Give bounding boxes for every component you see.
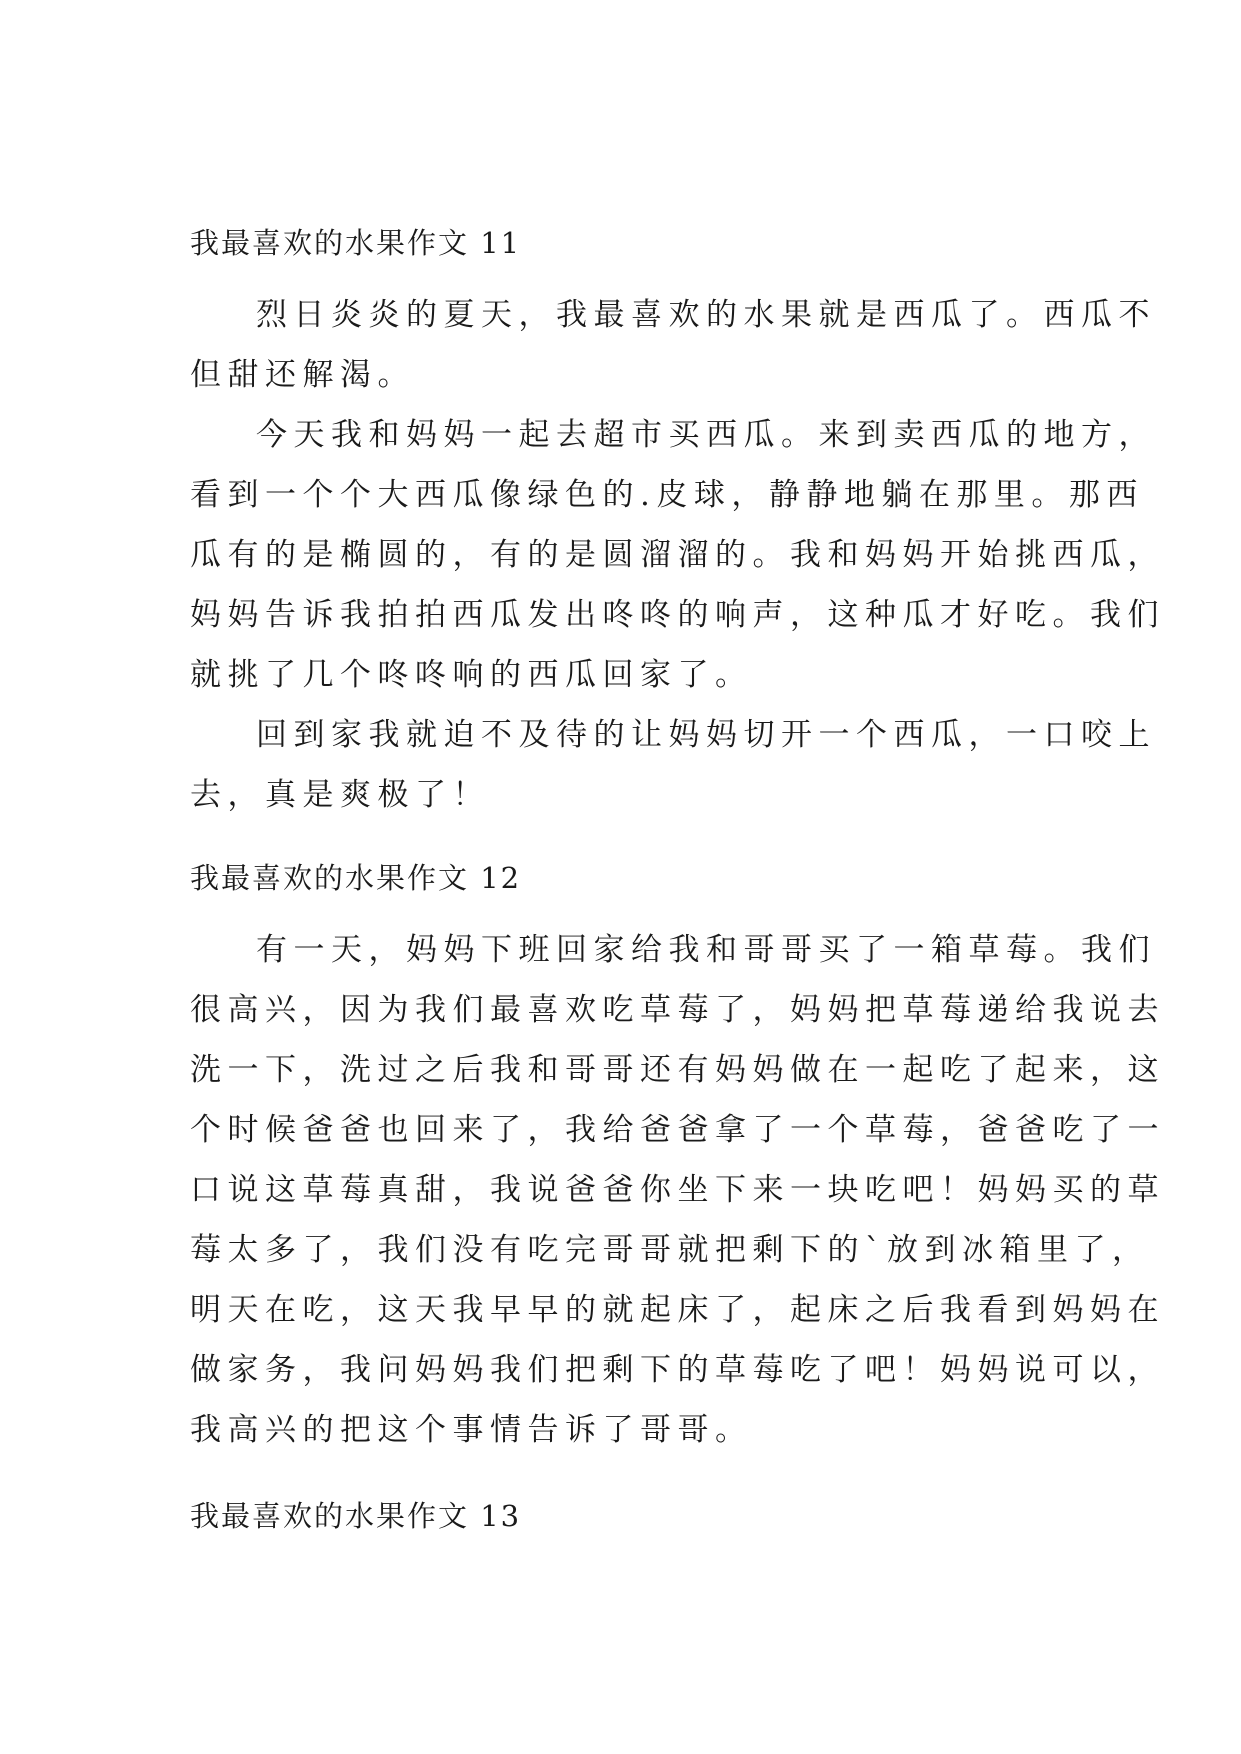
essay-12 <box>190 858 1165 1460</box>
paragraph <box>190 405 1165 705</box>
text-line: 看到一个个大西瓜像绿色的.皮球，静静地躺在那里。那西 <box>190 477 1144 513</box>
essay-title: 我最喜欢的水果作文 13 <box>190 1499 522 1533</box>
text-line: 个时候爸爸也回来了，我给爸爸拿了一个草莓，爸爸吃了一 <box>190 1112 1165 1148</box>
text-line: 做家务，我问妈妈我们把剩下的草莓吃了吧！妈妈说可以， <box>190 1352 1165 1388</box>
text-line: 洗一下，洗过之后我和哥哥还有妈妈做在一起吃了起来，这 <box>190 1052 1165 1088</box>
text-line: 但甜还解渴。 <box>190 357 415 393</box>
paragraph <box>190 705 1156 825</box>
text-line: 很高兴，因为我们最喜欢吃草莓了，妈妈把草莓递给我说去 <box>190 992 1165 1028</box>
text-line: 莓太多了，我们没有吃完哥哥就把剩下的`放到冰箱里了， <box>190 1232 1150 1268</box>
essay-title: 我最喜欢的水果作文 12 <box>190 861 522 895</box>
text-line: 有一天，妈妈下班回家给我和哥哥买了一箱草莓。我们 <box>256 932 1156 968</box>
text-line: 今天我和妈妈一起去超市买西瓜。来到卖西瓜的地方， <box>256 417 1156 453</box>
text-line: 我高兴的把这个事情告诉了哥哥。 <box>190 1412 753 1448</box>
text-line: 瓜有的是椭圆的，有的是圆溜溜的。我和妈妈开始挑西瓜， <box>190 537 1165 573</box>
essay-11 <box>190 223 1165 825</box>
text-line: 就挑了几个咚咚响的西瓜回家了。 <box>190 657 753 693</box>
text-line: 口说这草莓真甜，我说爸爸你坐下来一块吃吧！妈妈买的草 <box>190 1172 1165 1208</box>
paragraph <box>190 920 1165 1460</box>
essay-title: 我最喜欢的水果作文 11 <box>190 226 522 260</box>
paragraph <box>190 285 1156 405</box>
text-line: 烈日炎炎的夏天，我最喜欢的水果就是西瓜了。西瓜不 <box>256 297 1156 333</box>
essay-13 <box>190 1496 1050 1536</box>
text-line: 回到家我就迫不及待的让妈妈切开一个西瓜，一口咬上 <box>256 717 1156 753</box>
text-line: 明天在吃，这天我早早的就起床了，起床之后我看到妈妈在 <box>190 1292 1165 1328</box>
text-line: 去，真是爽极了！ <box>190 777 490 813</box>
text-line: 妈妈告诉我拍拍西瓜发出咚咚的响声，这种瓜才好吃。我们 <box>190 597 1165 633</box>
